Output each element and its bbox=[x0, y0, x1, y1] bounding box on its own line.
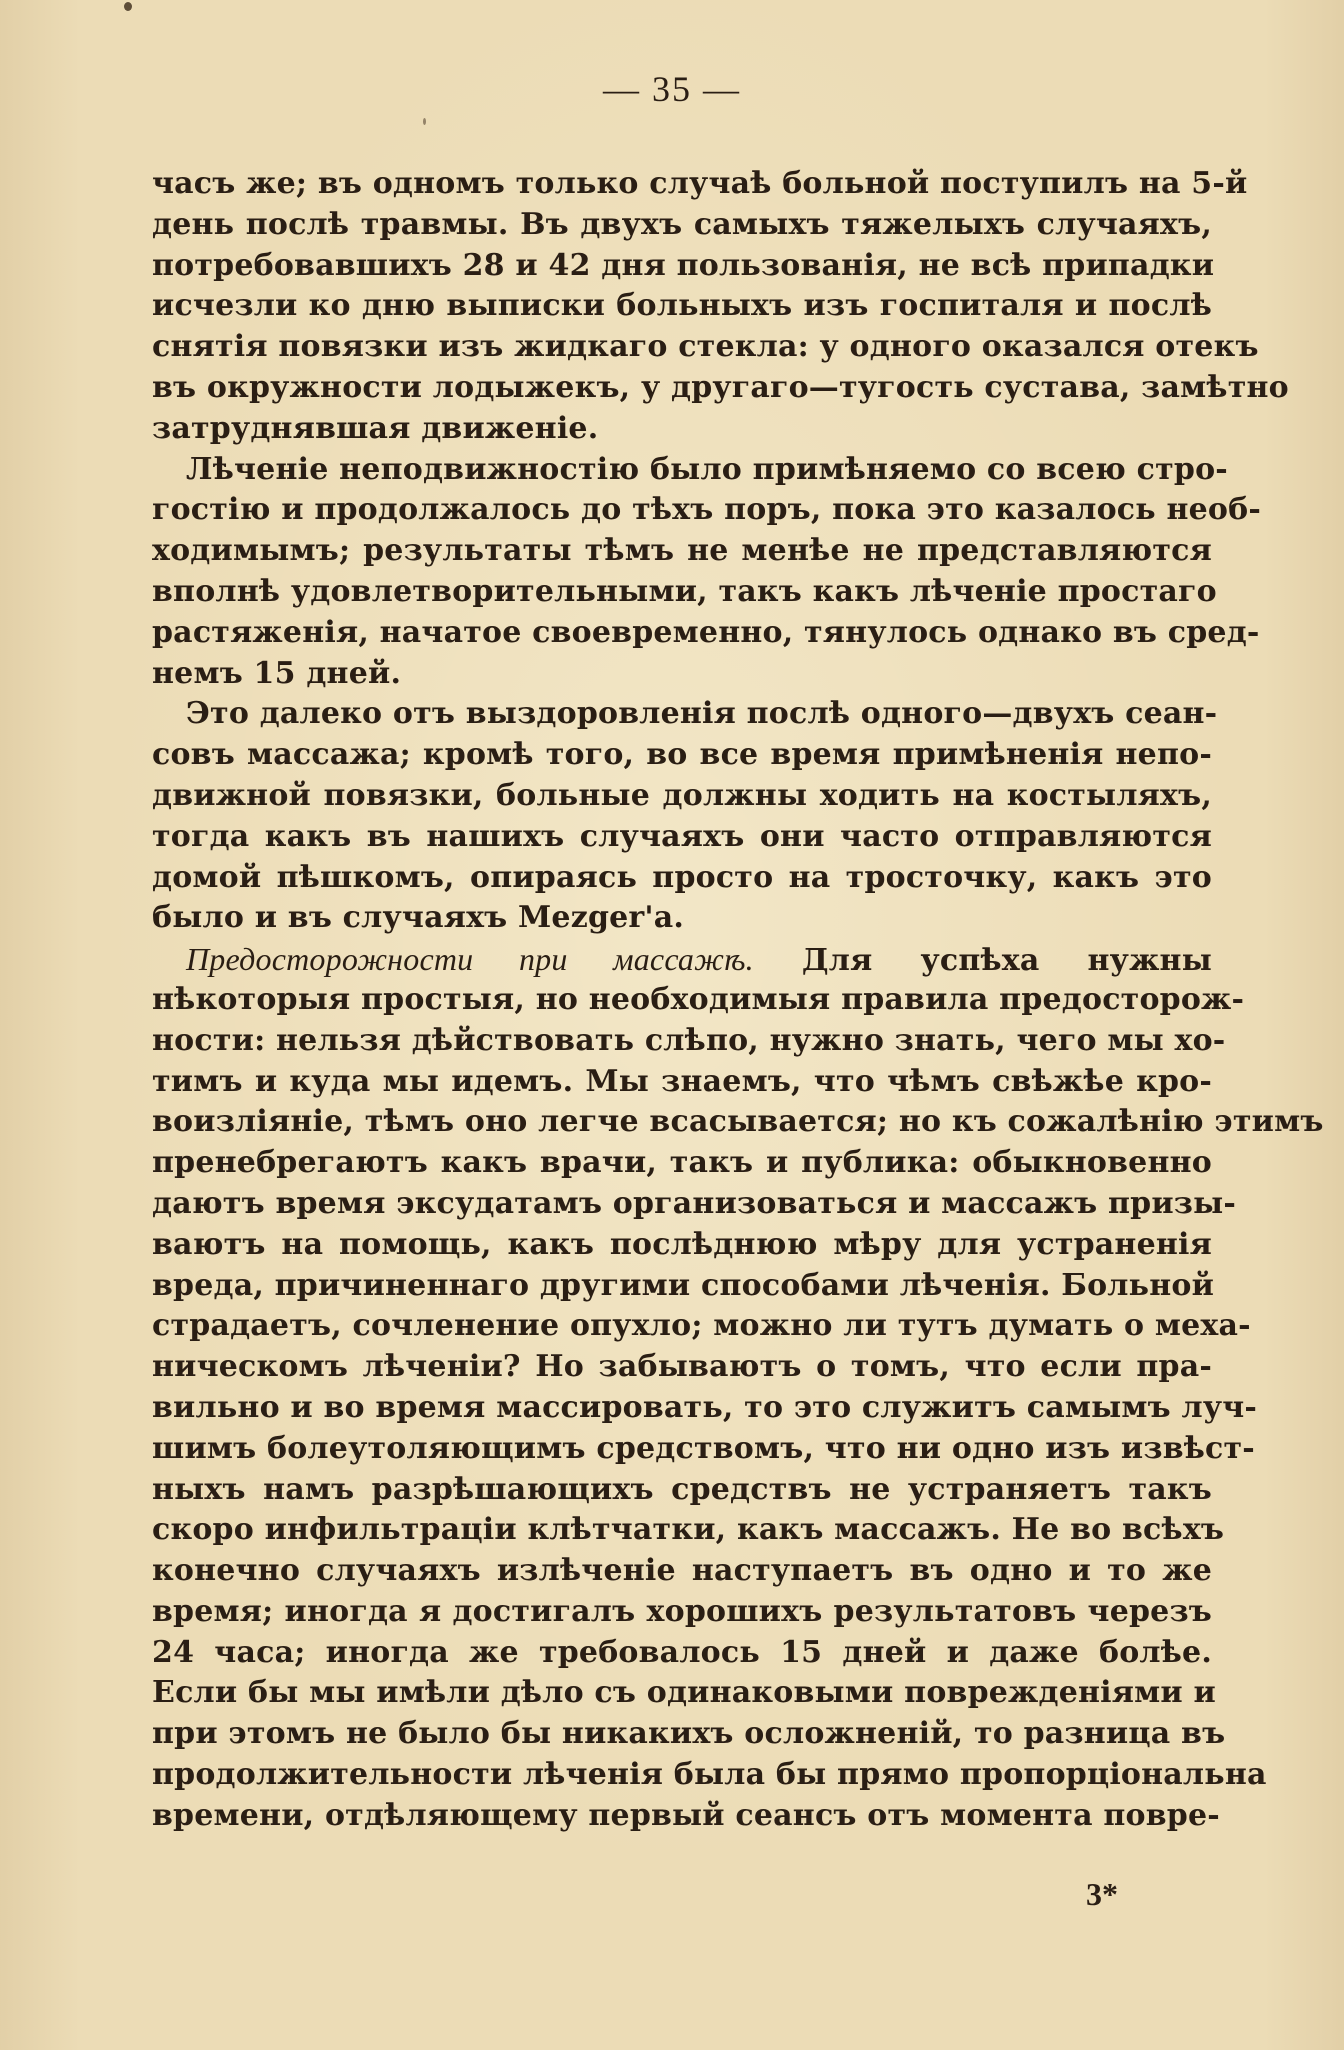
text-line bbox=[152, 531, 1212, 572]
line-text: вильно и во время массировать, то это служитъ самымъ луч- bbox=[152, 1389, 1258, 1425]
text-line bbox=[152, 776, 1212, 817]
line-text: шимъ болеутоляющимъ средствомъ, что ни одно изъ извѣст- bbox=[152, 1430, 1255, 1466]
text-line bbox=[152, 409, 1212, 450]
text-line bbox=[152, 1306, 1251, 1347]
line-text: продолжительности лѣченія была бы прямо пропорціональна bbox=[152, 1757, 1267, 1793]
line-text: совъ массажа; кромѣ того, во все время примѣненія непо- bbox=[152, 737, 1212, 773]
text-line bbox=[152, 1225, 1212, 1266]
text-line bbox=[152, 450, 1228, 491]
text-line bbox=[152, 572, 1217, 613]
line-text: затруднявшая движеніе. bbox=[152, 410, 599, 446]
line-text: исчезли ко дню выписки больныхъ изъ госпиталя и послѣ bbox=[152, 288, 1212, 324]
text-line bbox=[152, 1102, 1324, 1143]
signature-mark: 3* bbox=[1086, 1876, 1118, 1912]
text-line bbox=[152, 1143, 1212, 1184]
line-text: нѣкоторыя простыя, но необходимыя правила предосторож- bbox=[152, 981, 1245, 1017]
text-line bbox=[152, 1592, 1212, 1633]
text-line bbox=[152, 286, 1212, 327]
line-text: въ окружности лодыжекъ, у другаго—тугость сустава, замѣтно bbox=[152, 369, 1289, 405]
line-text: немъ 15 дней. bbox=[152, 655, 402, 691]
line-text: времени, отдѣляющему первый сеансъ отъ момента повре- bbox=[152, 1797, 1220, 1833]
line-text: часъ же; въ одномъ только случаѣ больной поступилъ на 5-й bbox=[152, 166, 1248, 201]
text-line bbox=[152, 490, 1261, 531]
line-text: день послѣ травмы. Въ двухъ самыхъ тяжелыхъ случаяхъ, bbox=[152, 206, 1212, 242]
line-text: время; иногда я достигалъ хорошихъ результатовъ черезъ bbox=[152, 1593, 1212, 1629]
line-text: движной повязки, больные должны ходить на костыляхъ, bbox=[152, 777, 1212, 813]
line-text: ныхъ намъ разрѣшающихъ средствъ не устраняетъ такъ bbox=[152, 1471, 1212, 1507]
text-line bbox=[152, 164, 1248, 205]
body-text bbox=[152, 164, 1324, 1837]
italic-heading: Предосторожности при массажѣ. bbox=[186, 941, 754, 978]
text-line bbox=[152, 980, 1245, 1021]
text-line bbox=[152, 205, 1212, 246]
line-text: 24 часа; иногда же требовалось 15 дней и даже болѣе. bbox=[152, 1634, 1212, 1670]
line-text: растяженія, начатое своевременно, тянулось однако въ сред- bbox=[152, 614, 1260, 650]
text-line bbox=[152, 694, 1218, 735]
line-text: страдаетъ, сочленение опухло; можно ли тутъ думать о меха- bbox=[152, 1308, 1251, 1344]
line-text: воизліяніе, тѣмъ оно легче всасывается; но къ сожалѣнію этимъ bbox=[152, 1104, 1324, 1140]
text-line bbox=[152, 246, 1215, 287]
text-line bbox=[152, 1551, 1212, 1592]
line-text: даютъ время эксудатамъ организоваться и массажъ призы- bbox=[152, 1185, 1237, 1221]
line-text: было и въ случаяхъ Mezger'a. bbox=[152, 900, 685, 936]
text-line bbox=[152, 613, 1260, 654]
text-line bbox=[152, 654, 1212, 695]
line-text: скоро инфильтраціи клѣтчатки, какъ массажъ. Не во всѣхъ bbox=[152, 1512, 1225, 1548]
line-text: Лѣченіе неподвижностію было примѣняемо со всею стро- bbox=[186, 451, 1228, 487]
line-text: конечно случаяхъ излѣченіе наступаетъ въ одно и то же bbox=[152, 1553, 1212, 1589]
line-text: вреда, причиненнаго другими способами лѣченія. Больной bbox=[152, 1267, 1215, 1303]
text-line bbox=[152, 368, 1289, 409]
line-text: при этомъ не было бы никакихъ осложненій, то разница въ bbox=[152, 1716, 1226, 1752]
text-line bbox=[152, 1347, 1212, 1388]
line-text: снятія повязки изъ жидкаго стекла: у одного оказался отекъ bbox=[152, 329, 1259, 365]
line-text: ваютъ на помощь, какъ послѣднюю мѣру для устраненія bbox=[152, 1226, 1212, 1262]
line-text: ходимымъ; результаты тѣмъ не менѣе не представляются bbox=[152, 533, 1212, 569]
line-text: ническомъ лѣченіи? Но забываютъ о томъ, что если пра- bbox=[152, 1349, 1212, 1385]
line-text: пренебрегаютъ какъ врачи, такъ и публика: обыкновенно bbox=[152, 1145, 1212, 1181]
text-line bbox=[152, 1388, 1258, 1429]
text-line bbox=[152, 939, 1212, 980]
text-line bbox=[152, 1796, 1220, 1837]
line-text: Это далеко отъ выздоровленія послѣ одного—двухъ сеан- bbox=[186, 696, 1218, 732]
line-text: Если бы мы имѣли дѣло съ одинаковыми поврежденіями и bbox=[152, 1675, 1216, 1711]
text-line bbox=[152, 735, 1212, 776]
text-line bbox=[152, 1755, 1267, 1796]
text-line bbox=[152, 1184, 1237, 1225]
line-text: ности: нельзя дѣйствовать слѣпо, нужно знать, чего мы хо- bbox=[152, 1022, 1226, 1058]
text-line bbox=[152, 1714, 1226, 1755]
text-line bbox=[152, 1266, 1215, 1307]
line-text: тимъ и куда мы идемъ. Мы знаемъ, что чѣмъ свѣжѣе кро- bbox=[152, 1063, 1212, 1099]
text-line bbox=[152, 1673, 1216, 1714]
line-text: вполнѣ удовлетворительными, такъ какъ лѣченіе простаго bbox=[152, 573, 1217, 609]
text-line bbox=[152, 327, 1259, 368]
ink-spot bbox=[423, 118, 426, 125]
ink-spot bbox=[124, 2, 132, 11]
line-text: тогда какъ въ нашихъ случаяхъ они часто отправляются bbox=[152, 818, 1212, 854]
line-text: домой пѣшкомъ, опираясь просто на тросточку, какъ это bbox=[152, 859, 1212, 895]
text-line bbox=[152, 1510, 1225, 1551]
text-line bbox=[152, 898, 1212, 939]
line-text: потребовавшихъ 28 и 42 дня пользованія, не всѣ припадки bbox=[152, 247, 1215, 283]
text-line bbox=[152, 817, 1212, 858]
page-number: — 35 — bbox=[603, 69, 741, 109]
text-line bbox=[152, 1021, 1226, 1062]
text-line bbox=[152, 1470, 1212, 1511]
text-line bbox=[152, 1429, 1255, 1470]
line-text: Для успѣха нужны bbox=[753, 943, 1212, 979]
line-text: гостію и продолжалось до тѣхъ поръ, пока это казалось необ- bbox=[152, 492, 1261, 528]
text-line bbox=[152, 1633, 1212, 1674]
text-line bbox=[152, 1062, 1212, 1103]
text-line bbox=[152, 858, 1212, 899]
